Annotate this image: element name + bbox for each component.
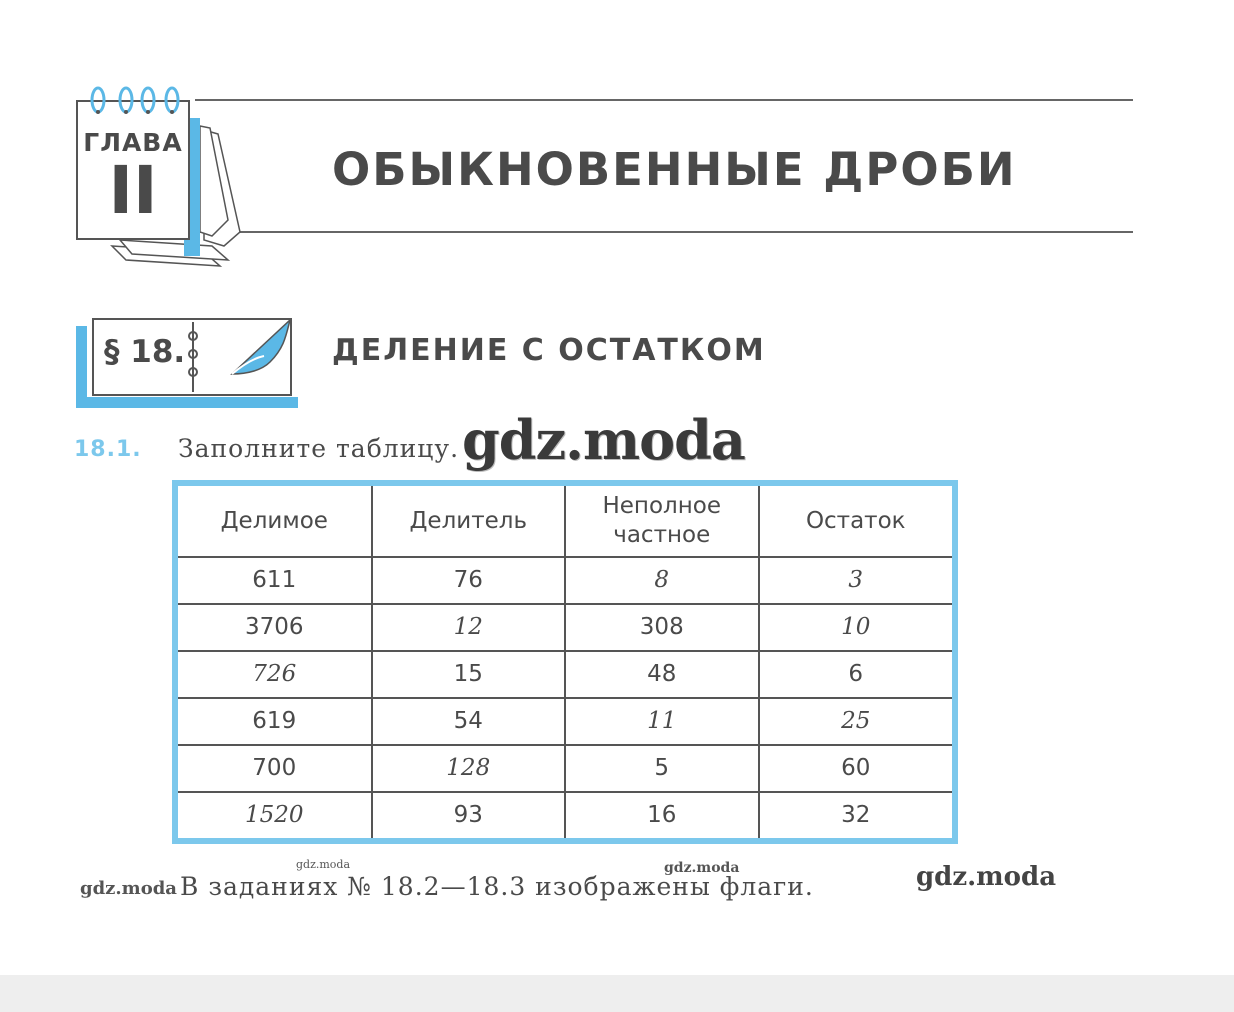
table-cell: 60 — [759, 745, 953, 792]
table-cell: 76 — [372, 557, 566, 604]
chapter-badge — [76, 100, 190, 240]
table-row — [178, 604, 952, 651]
footer-text: В заданиях № 18.2—18.3 изображены флаги. — [180, 872, 814, 901]
binder-rings-icon — [88, 84, 184, 120]
table-cell: 10 — [759, 604, 953, 651]
chapter-title: ОБЫКНОВЕННЫЕ ДРОБИ — [332, 143, 1017, 196]
table-header-row — [178, 486, 952, 557]
section-number: § 18. — [104, 334, 186, 370]
table-cell: 54 — [372, 698, 566, 745]
section-title: ДЕЛЕНИЕ С ОСТАТКОМ — [332, 333, 766, 368]
watermark-right: gdz.moda — [916, 862, 1057, 892]
header-quotient: Неполное частное — [565, 486, 759, 557]
table-cell: 8 — [565, 557, 759, 604]
table-cell: 619 — [178, 698, 372, 745]
table-cell: 1520 — [178, 792, 372, 838]
table-cell: 15 — [372, 651, 566, 698]
table-cell: 3 — [759, 557, 953, 604]
chapter-number: II — [108, 152, 158, 229]
task-instruction: Заполните таблицу. — [178, 434, 460, 463]
chapter-label: ГЛАВА — [83, 128, 183, 157]
table-row — [178, 792, 952, 838]
table-row — [178, 557, 952, 604]
chapter-rule-bottom — [195, 231, 1133, 233]
table-row — [178, 651, 952, 698]
header-dividend: Делимое — [178, 486, 372, 557]
table-row — [178, 745, 952, 792]
table-cell: 6 — [759, 651, 953, 698]
table-cell: 25 — [759, 698, 953, 745]
notebook-spiral-icon — [184, 322, 202, 392]
bottom-margin — [0, 975, 1234, 1012]
table-cell: 16 — [565, 792, 759, 838]
table-cell: 11 — [565, 698, 759, 745]
table-cell: 32 — [759, 792, 953, 838]
table-cell: 93 — [372, 792, 566, 838]
chapter-rule-top — [195, 99, 1133, 101]
section-accent-left — [76, 326, 87, 408]
page-curl-icon — [228, 318, 294, 378]
table-cell: 308 — [565, 604, 759, 651]
watermark-small-2: gdz.moda — [664, 860, 740, 876]
table-body — [178, 557, 952, 838]
header-remainder: Остаток — [759, 486, 953, 557]
division-table — [178, 486, 952, 838]
table-cell: 700 — [178, 745, 372, 792]
table-cell: 726 — [178, 651, 372, 698]
table-cell: 48 — [565, 651, 759, 698]
table-row — [178, 698, 952, 745]
table-cell: 3706 — [178, 604, 372, 651]
table-cell: 611 — [178, 557, 372, 604]
task-number: 18.1. — [74, 437, 142, 462]
watermark-main: gdz.moda — [462, 408, 745, 472]
table-cell: 128 — [372, 745, 566, 792]
table-cell: 5 — [565, 745, 759, 792]
section-accent-bottom — [76, 397, 298, 408]
watermark-small-1: gdz.moda — [296, 858, 351, 871]
watermark-left: gdz.moda — [80, 878, 177, 899]
table-cell: 12 — [372, 604, 566, 651]
header-divisor: Делитель — [372, 486, 566, 557]
